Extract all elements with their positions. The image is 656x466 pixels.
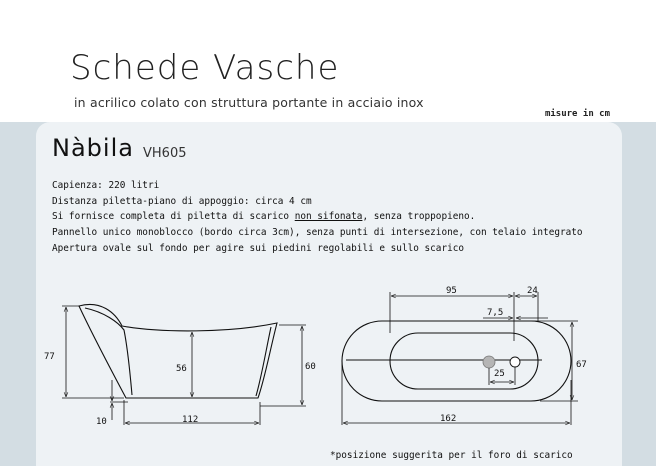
footnote-drain-position: *posizione suggerita per il foro di scarico [330, 450, 573, 461]
dim-width: 67 [576, 360, 587, 370]
dim-length-inner: 95 [446, 286, 457, 296]
dim-length-total: 162 [440, 414, 457, 424]
dim-drain-offset: 7,5 [487, 308, 504, 318]
dim-length-base: 112 [182, 415, 199, 425]
product-name: Nàbila [52, 134, 134, 162]
spec-drain-included: Si fornisce completa di piletta di scarico non sifonata, senza troppopieno. [52, 211, 476, 223]
spec-panel: Pannello unico monoblocco (bordo circa 3cm), senza punti di intersezione, con telaio integrato [52, 227, 583, 239]
page-subtitle: in acrilico colato con struttura portante in acciaio inox [74, 95, 424, 110]
dim-height-total: 77 [44, 352, 55, 362]
units-label: misure in cm [544, 109, 610, 119]
dim-offset-top: 24 [527, 286, 538, 296]
dim-foot: 10 [96, 417, 107, 427]
spec-drain-distance: Distanza piletta-piano di appoggio: circa 4 cm [52, 195, 312, 207]
dim-drain-spacing: 25 [494, 369, 505, 379]
dim-height-inner: 56 [176, 364, 187, 374]
spec-opening: Apertura ovale sul fondo per agire sui piedini regolabili e sullo scarico [52, 242, 465, 254]
spec-capacity: Capienza: 220 litri [52, 180, 160, 191]
dim-height-rim: 60 [305, 362, 316, 372]
top-view-drawing [342, 292, 578, 425]
page-title: Schede Vasche [70, 48, 340, 88]
spec-non-siphoned: non sifonata [294, 211, 363, 223]
product-code: VH605 [143, 146, 187, 161]
